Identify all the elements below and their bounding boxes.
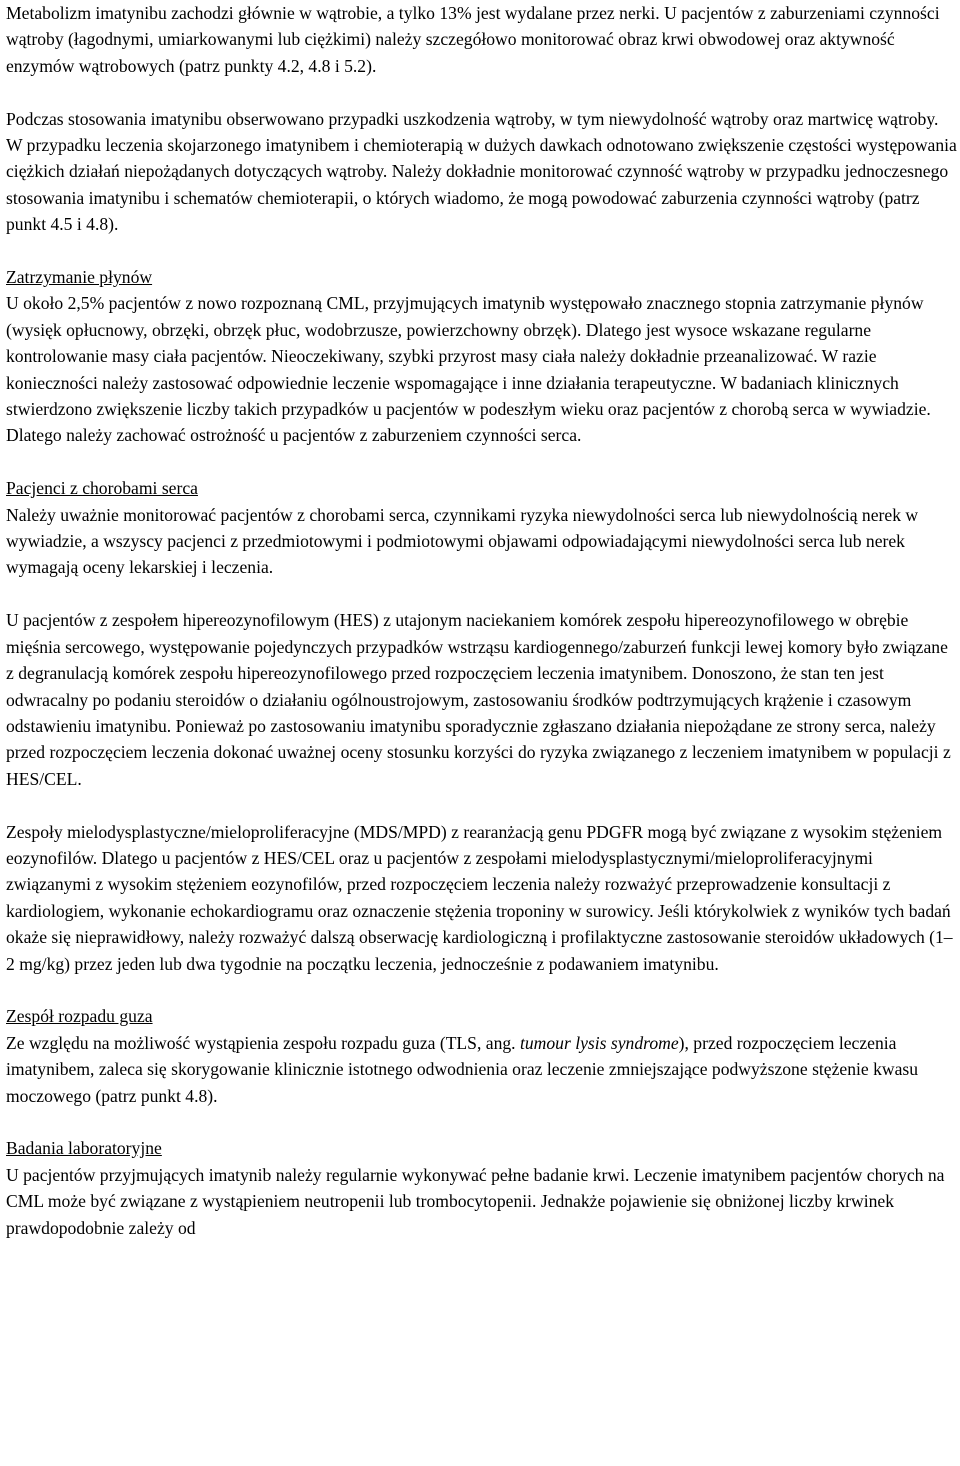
lab-tests-heading: Badania laboratoryjne (6, 1138, 162, 1159)
document-page (6, 0, 958, 1241)
paragraph-liver-metabolism: Metabolizm imatynibu zachodzi głównie w wątrobie, a tylko 13% jest wydalane przez nerki. U pacjentów z zaburzeniami czynności wątroby (łagodnymi, umiarkowanymi lub ciężkimi) należy szczegółowo monitorować obraz krwi obwodowej oraz aktywność enzymów wątrobowych (patrz punkty 4.2, 4.8 i 5.2). (6, 3, 940, 76)
section-tumour-lysis (6, 1003, 958, 1109)
fluid-retention-heading: Zatrzymanie płynów (6, 267, 153, 288)
tumour-lysis-term: tumour lysis syndrome (519, 1032, 679, 1053)
section-lab-tests (6, 1135, 958, 1241)
heart-disease-text: Należy uważnie monitorować pacjentów z chorobami serca, czynnikami ryzyka niewydolności serca lub niewydolnością nerek w wywiadzie, a wszyscy pacjenci z przedmiotowymi i podmiotowymi objawami odpowiadającymi niewydolności serca lub nerek wymagają oceny lekarskiej i leczenia. (6, 504, 919, 578)
section-heart-disease (6, 475, 958, 581)
tumour-lysis-text-end: ), przed rozpoczęciem leczenia imatynibem, zaleca się skorygowanie klinicznie istotnego odwodnienia oraz leczenie zmniejszające podwyższone stężenie kwasu moczowego (patrz punkt 4.8). (6, 1032, 919, 1106)
section-fluid-retention (6, 264, 958, 449)
heart-disease-heading: Pacjenci z chorobami serca (6, 478, 198, 499)
tumour-lysis-heading: Zespół rozpadu guza (6, 1006, 153, 1027)
lab-tests-text: U pacjentów przyjmujących imatynib należy regularnie wykonywać pełne badanie krwi. Leczenie imatynibem pacjentów chorych na CML może być związane z wystąpieniem neutropenii lub trombocytopenii. Jednakże pojawienie się obniżonej liczby krwinek prawdopodobnie zależy od (6, 1164, 945, 1238)
paragraph-hes: U pacjentów z zespołem hipereozynofilowym (HES) z utajonym naciekaniem komórek zespołu hipereozynofilowego w obrębie mięśnia sercowego, występowanie pojedynczych przypadków wstrząsu kardiogennego/zaburzeń funkcji lewej komory było związane z degranulacją komórek zespołu hipereozynofilowego przed rozpoczęciem leczenia imatynibem. Donoszono, że stan ten jest odwracalny po podaniu steroidów o działaniu ogólnoustrojowym, zastosowaniu środków podtrzymujących krążenie i czasowym odstawieniu imatynibu. Ponieważ po zastosowaniu imatynibu sporadycznie zgłaszano działania niepożądane ze strony serca, należy przed rozpoczęciem leczenia dokonać uważnej oceny stosunku korzyści do ryzyka związanego z leczeniem imatynibem w populacji z HES/CEL. (6, 610, 951, 789)
paragraph-liver-damage: Podczas stosowania imatynibu obserwowano przypadki uszkodzenia wątroby, w tym niewydolność wątroby oraz martwicę wątroby. W przypadku leczenia skojarzonego imatynibem i chemioterapią w dużych dawkach odnotowano zwiększenie częstości występowania ciężkich działań niepożądanych dotyczących wątroby. Należy dokładnie monitorować czynność wątroby w przypadku jednoczesnego stosowania imatynibu i schematów chemioterapii, o których wiadomo, że mogą powodować zaburzenia czynności wątroby (patrz punkt 4.5 i 4.8). (6, 108, 957, 235)
paragraph-mds-mpd: Zespoły mielodysplastyczne/mieloproliferacyjne (MDS/MPD) z rearanżacją genu PDGFR mogą być związane z wysokim stężeniem eozynofilów. Dlatego u pacjentów z HES/CEL oraz u pacjentów z zespołami mielodysplastycznymi/mieloproliferacyjnymi związanymi z wysokim stężeniem eozynofilów, przed rozpoczęciem leczenia należy rozważyć przeprowadzenie konsultacji z kardiologiem, wykonanie echokardiogramu oraz oznaczenie stężenia troponiny w surowicy. Jeśli którykolwiek z wyników tych badań okaże się nieprawidłowy, należy rozważyć dalszą obserwację kardiologiczną i profilaktyczne zastosowanie steroidów układowych (1–2 mg/kg) przez jeden lub dwa tygodnie na początku leczenia, jednocześnie z podawaniem imatynibu. (6, 821, 953, 974)
fluid-retention-text: U około 2,5% pacjentów z nowo rozpoznaną CML, przyjmujących imatynib występowało znacznego stopnia zatrzymanie płynów (wysięk opłucnowy, obrzęki, obrzęk płuc, wodobrzusze, powierzchowny obrzęk). Dlatego jest wysoce wskazane regularne kontrolowanie masy ciała pacjentów. Nieoczekiwany, szybki przyrost masy ciała należy dokładnie przeanalizować. W razie konieczności należy zastosować odpowiednie leczenie wspomagające i inne działania terapeutyczne. W badaniach klinicznych stwierdzono zwiększenie liczby takich przypadków u pacjentów w podeszłym wieku oraz pacjentów z chorobą serca w wywiadzie. Dlatego należy zachować ostrożność u pacjentów z zaburzeniem czynności serca. (6, 293, 931, 446)
tumour-lysis-text-start: Ze względu na możliwość wystąpienia zespołu rozpadu guza (TLS, ang. (6, 1032, 520, 1053)
